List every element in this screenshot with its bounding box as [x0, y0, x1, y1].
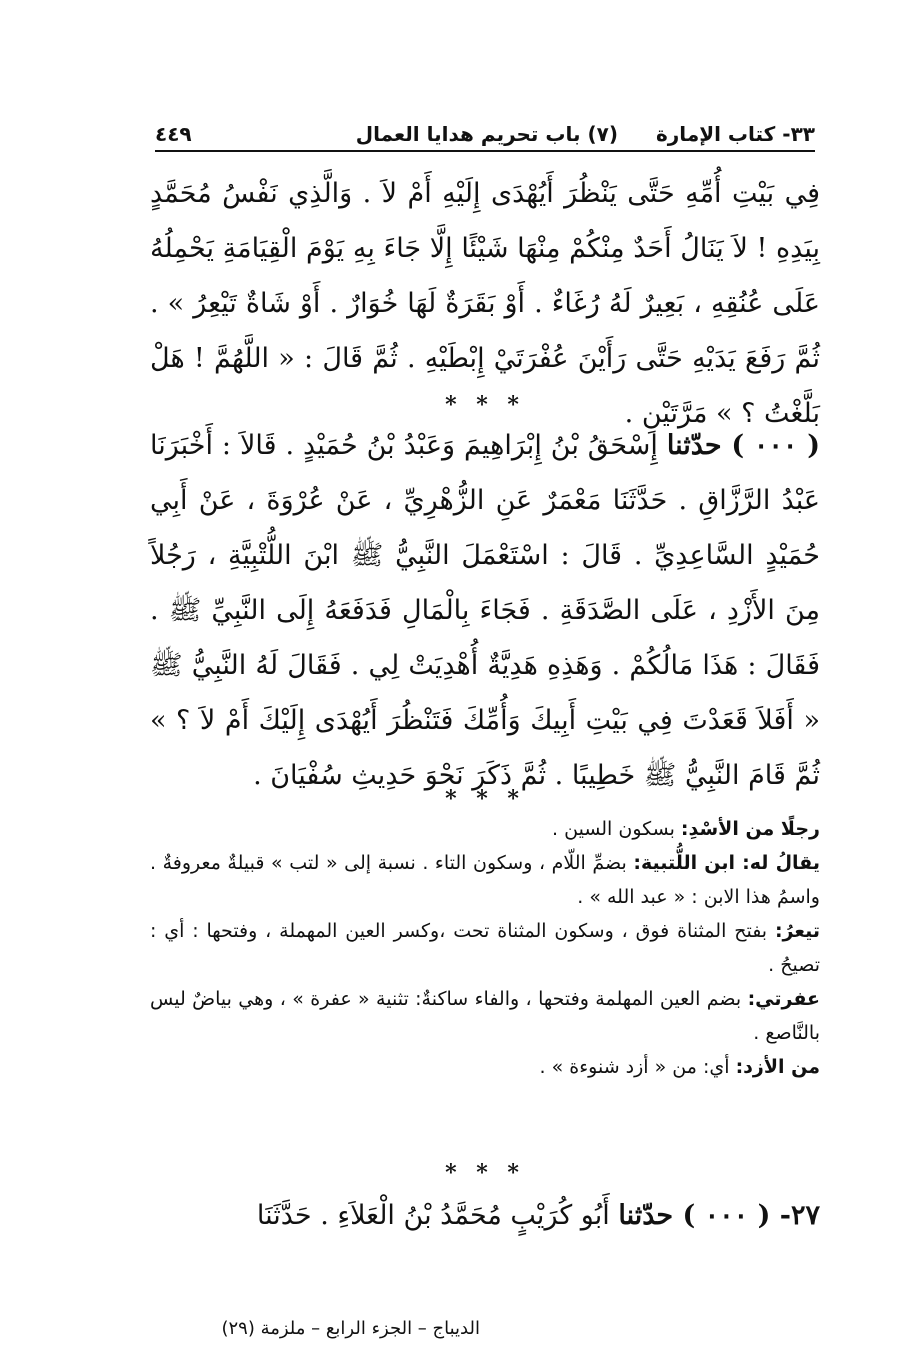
note-text: بضمِّ اللّام ، وسكون التاء . نسبة إلى « لتب » قبيلةٌ معروفةٌ . واسمُ هذا الابن : « عبد الله » .	[150, 852, 820, 908]
note-term: يقالُ له: ابن اللُّتبية:	[633, 852, 820, 874]
note-term: عفرتي:	[747, 988, 820, 1010]
note-item	[150, 914, 820, 982]
glossary-notes	[150, 812, 820, 1084]
note-item	[150, 982, 820, 1050]
note-text: بضم العين المهلمة وفتحها ، والفاء ساكنةٌ: تثنية « عفرة » ، وهي بياضٌ ليس بالنَّاصع .	[150, 988, 820, 1044]
note-item	[150, 1050, 820, 1084]
note-text: أي: من « أزد شنوءة » .	[539, 1056, 736, 1078]
hadith-block	[150, 418, 820, 803]
hadith-lead: ( ٠٠٠ ) حدّثنا	[618, 1200, 780, 1231]
hadith-body: إِسْحَقُ بْنُ إِبْرَاهِيمَ وَعَبْدُ بْنُ حُمَيْدٍ . قَالاَ : أَخْبَرَنَا عَبْدُ الرَّزَّاقِ . حَدَّثَنَا مَعْمَرٌ عَنِ الزُّهْرِيِّ ، عَنْ عُرْوَةَ ، عَنْ أَبِي حُمَيْدٍ السَّاعِدِيِّ . قَالَ : اسْتَعْمَلَ النَّبِيُّ ﷺ ابْنَ اللُّتْبِيَّةِ ، رَجُلاً مِنَ الأَزْدِ ، عَلَى الصَّدَقَةِ . فَجَاءَ بِالْمَالِ فَدَفَعَهُ إِلَى النَّبِيِّ ﷺ . فَقَالَ : هَذَا مَالُكُمْ . وَهَذِهِ هَدِيَّةٌ أُهْدِيَتْ لِي . فَقَالَ لَهُ النَّبِيُّ ﷺ « أَفَلاَ قَعَدْتَ فِي بَيْتِ أَبِيكَ وَأُمِّكَ فَتَنْظُرَ أَيُهْدَى إِلَيْكَ أَمْ لاَ ؟ » ثُمَّ قَامَ النَّبِيُّ ﷺ خَطِيبًا . ثُمَّ ذَكَرَ نَحْوَ حَدِيثِ سُفْيَانَ .	[150, 430, 820, 791]
note-item	[150, 846, 820, 914]
running-header	[155, 112, 815, 152]
chapter-title: (٧) باب تحريم هدايا العمال	[355, 122, 618, 146]
hadith-number: ٢٧-	[779, 1200, 820, 1231]
page-footer: الديباج – الجزء الرابع – ملزمة (٢٩)	[221, 1318, 480, 1339]
hadith-lead: ( ٠٠٠ ) حدّثنا	[666, 430, 820, 461]
note-item	[150, 812, 820, 846]
page-number: ٤٤٩	[155, 122, 192, 146]
note-text: بسكون السين .	[552, 818, 681, 840]
note-text: بفتح المثناة فوق ، وسكون المثناة تحت ،وكسر العين المهملة ، وفتحها : أي : تصيحُ .	[150, 920, 820, 976]
separator-1: * * *	[445, 392, 525, 418]
note-term: تيعرُ:	[774, 920, 820, 942]
hadith-body: أَبُو كُرَيْبٍ مُحَمَّدُ بْنُ الْعَلاَءِ . حَدَّثَنَا	[256, 1200, 619, 1231]
note-term: من الأزد:	[735, 1056, 820, 1078]
passage-continuation: فِي بَيْتِ أُمِّهِ حَتَّى يَنْظُرَ أَيُهْدَى إِلَيْهِ أَمْ لاَ . وَالَّذِي نَفْسُ مُحَمَّدٍ بِيَدِهِ ! لاَ يَنَالُ أَحَدٌ مِنْكُمْ مِنْهَا شَيْئًا إِلَّا جَاءَ بِهِ يَوْمَ الْقِيَامَةِ يَحْمِلُهُ عَلَى عُنُقِهِ ، بَعِيرٌ لَهُ رُغَاءٌ . أَوْ بَقَرَةٌ لَهَا خُوَارٌ . أَوْ شَاةٌ تَيْعِرُ » . ثُمَّ رَفَعَ يَدَيْهِ حَتَّى رَأَيْنَ عُفْرَتَيْ إِبْطَيْهِ . ثُمَّ قَالَ : « اللَّهُمَّ ! هَلْ بَلَّغْتُ ؟ » مَرَّتَيْنِ .	[150, 178, 820, 429]
book-title: ٣٣- كتاب الإمارة	[655, 122, 815, 146]
next-hadith	[150, 1188, 820, 1243]
separator-2: * * *	[445, 786, 525, 812]
separator-3: * * *	[445, 1160, 525, 1186]
note-term: رجلًا من الأسْدِ:	[680, 818, 820, 840]
